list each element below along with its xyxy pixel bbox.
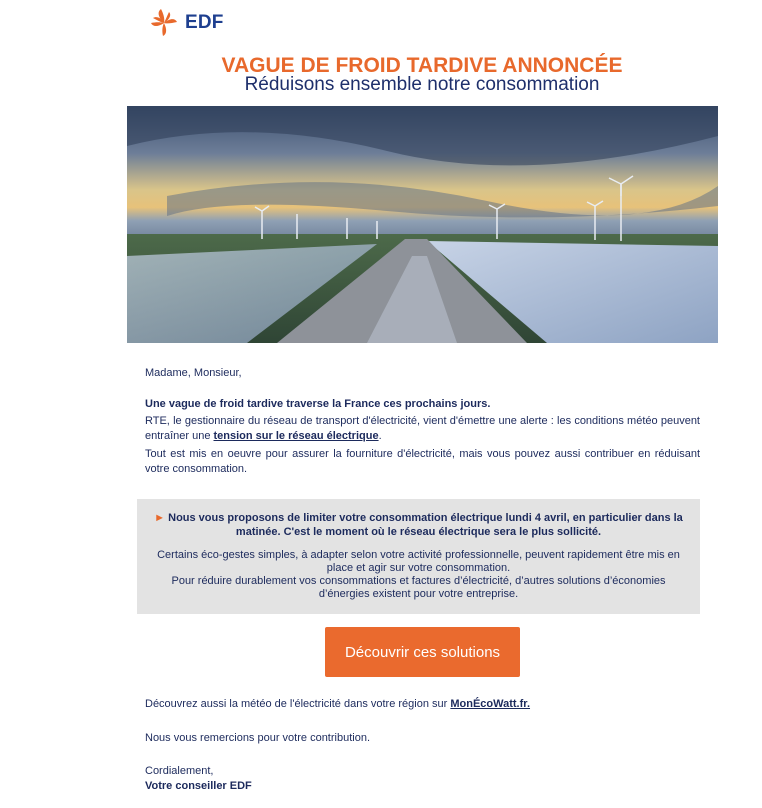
thanks-text: Nous vous remercions pour votre contribution. [145,732,370,744]
hero-image [127,106,718,343]
headline: VAGUE DE FROID TARDIVE ANNONCÉE [221,54,623,77]
callout-eco-gestures [147,549,690,601]
greeting: Madame, Monsieur, [145,367,242,379]
closing-text: Cordialement, [145,765,214,777]
rte-text-after: . [378,430,382,442]
meteo-line [145,697,700,712]
callout-main [151,511,686,539]
signature-text: Votre conseiller EDF [145,780,252,792]
subheadline: Réduisons ensemble notre consommation [244,74,600,95]
grid-tension-link[interactable]: tension sur le réseau électrique [213,430,379,442]
edf-logo[interactable] [148,8,224,38]
wind-turbines-landscape-image [127,106,718,343]
callout-box [137,499,700,614]
edf-flower-icon [148,8,182,38]
meteo-text: Découvrez aussi la météo de l'électricité dans votre région sur [145,698,451,710]
intro-bold: Une vague de froid tardive traverse la France ces prochains jours. [145,398,491,410]
effort-paragraph: Tout est mis en oeuvre pour assurer la fourniture d'électricité, mais vous pouvez aussi contribuer en réduisant votre consommation. [145,448,700,475]
callout-line2: Pour réduire durablement vos consommations et factures d’électricité, d’autres solutions d’économies d’énergies existent pour votre entreprise. [171,575,666,600]
arrow-right-icon: ► [154,512,166,524]
callout-line1: Certains éco-gestes simples, à adapter selon votre activité professionnelle, peuvent rapidement être mis en place et agir sur votre consommation. [157,549,680,574]
callout-main-text: Nous vous proposons de limiter votre consommation électrique lundi 4 avril, en particulier dans la matinée. C'est le moment où le réseau électrique sera le plus sollicité. [168,512,683,538]
monecowatt-link[interactable]: MonÉcoWatt.fr. [450,698,531,710]
rte-paragraph [145,414,700,444]
rte-text-before: RTE, le gestionnaire du réseau de transport d'électricité, vient d'émettre une alerte : les conditions météo peuvent entraîner une [145,415,700,442]
discover-solutions-button[interactable]: Découvrir ces solutions [325,627,520,677]
edf-logo-text: EDF [185,12,224,33]
